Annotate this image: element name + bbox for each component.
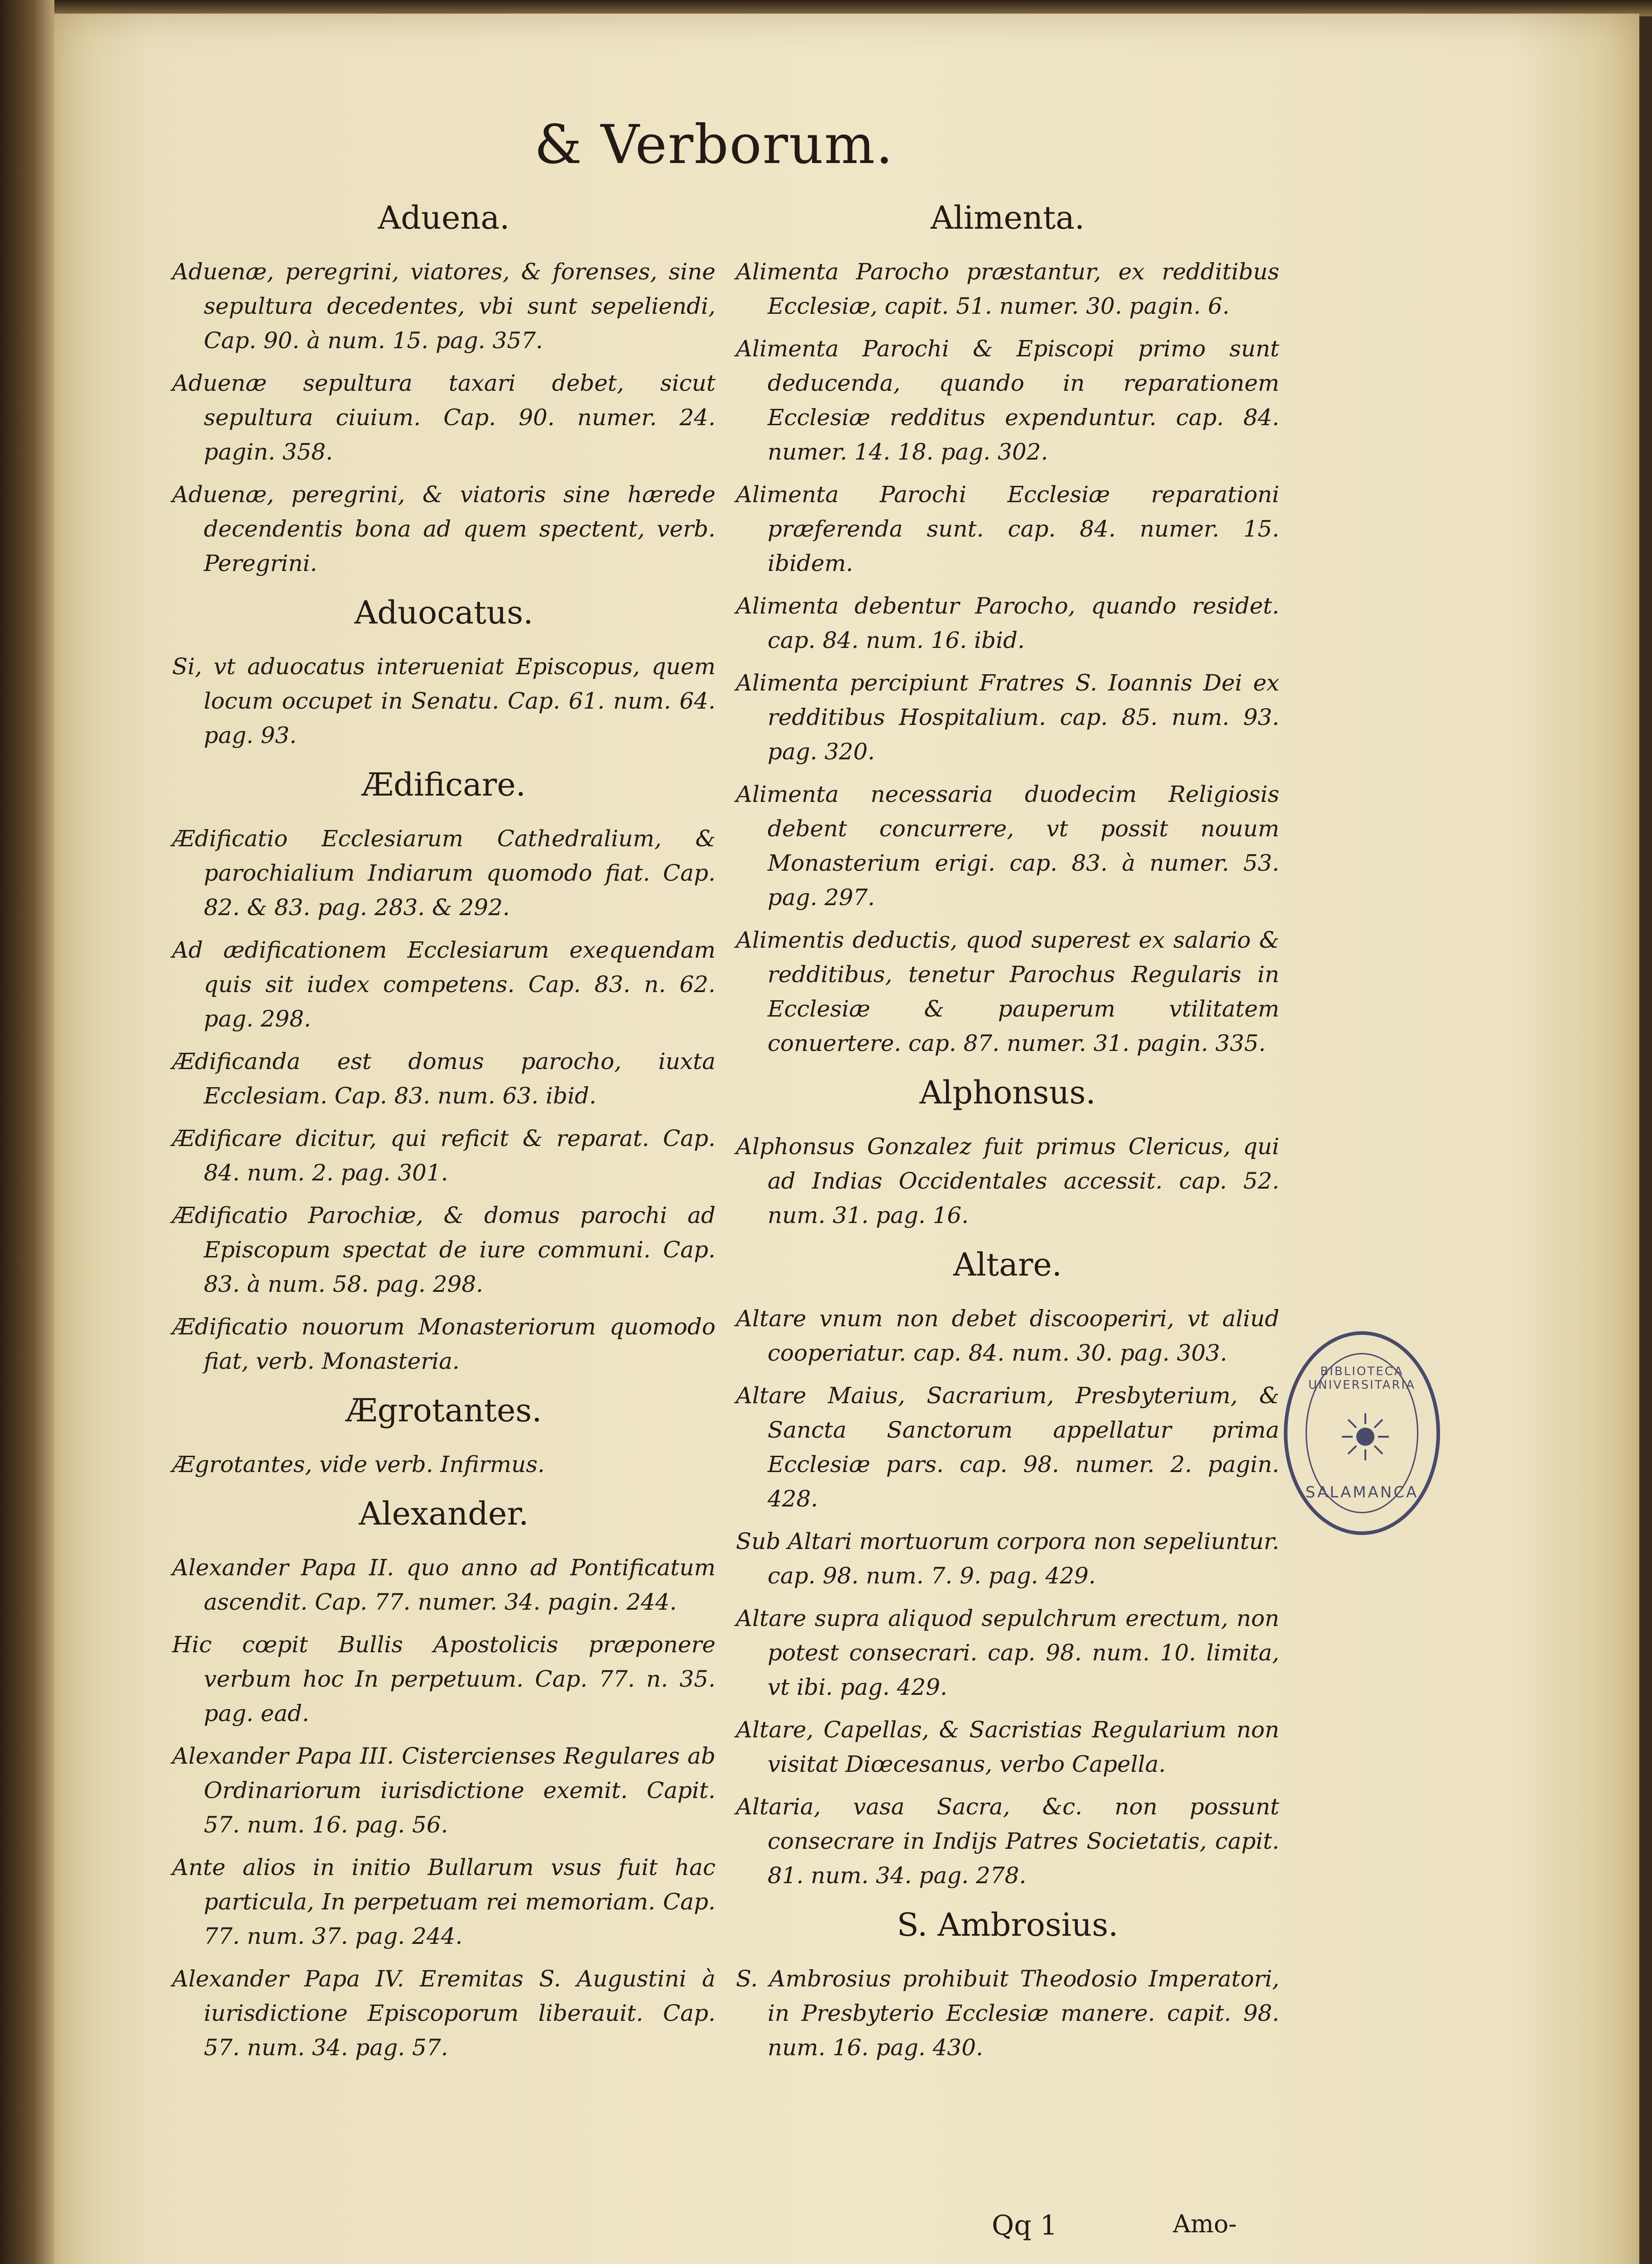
index-entry: Ædificatio Ecclesiarum Cathedralium, & parochialium Indiarum quomodo fiat. Cap. 82. & 83. pag. 283. & 292.	[172, 825, 716, 921]
section-heading: Aduena.	[378, 199, 510, 236]
left-page-edge	[0, 0, 59, 2264]
index-entry: Alexander Papa II. quo anno ad Pontificatum ascendit. Cap. 77. numer. 34. pagin. 244.	[172, 1554, 716, 1615]
page-title: & Verborum.	[534, 113, 894, 176]
index-entry: Ædificare dicitur, qui reficit & reparat. Cap. 84. num. 2. pag. 301.	[172, 1125, 716, 1186]
index-entry: Altare, Capellas, & Sacristias Regularium non visitat Diœcesanus, verbo Capella.	[736, 1717, 1279, 1777]
index-entry: Altare supra aliquod sepulchrum erectum, non potest consecrari. cap. 98. num. 10. limita, vt ibi. pag. 429.	[736, 1605, 1279, 1700]
index-entry: Sub Altari mortuorum corpora non sepeliuntur. cap. 98. num. 7. 9. pag. 429.	[736, 1528, 1279, 1589]
library-stamp	[1284, 1331, 1440, 1535]
index-entry: Ante alios in initio Bullarum vsus fuit hac particula, In perpetuam rei memoriam. Cap. 77. num. 37. pag. 244.	[172, 1854, 716, 1949]
index-entry: Si, vt aduocatus interueniat Episcopus, quem locum occupet in Senatu. Cap. 61. num. 64. pag. 93.	[172, 653, 716, 748]
sun-emblem-icon	[1287, 1335, 1444, 1539]
section-heading: Alimenta.	[930, 199, 1085, 236]
index-entry: Alexander Papa IV. Eremitas S. Augustini à iurisdictione Episcoporum liberauit. Cap. 57. num. 34. pag. 57.	[172, 1966, 716, 2061]
index-entry: S. Ambrosius prohibuit Theodosio Imperatori, in Presbyterio Ecclesiæ manere. capit. 98. num. 16. pag. 430.	[736, 1966, 1279, 2061]
catchword: Amo-	[1173, 2210, 1237, 2238]
index-entry: Aduenæ sepultura taxari debet, sicut sepultura ciuium. Cap. 90. numer. 24. pagin. 358.	[172, 370, 716, 465]
section-heading: Ædificare.	[361, 766, 526, 803]
section-heading: S. Ambrosius.	[897, 1906, 1119, 1943]
stamp-bottom-text: SALAMANCA	[1305, 1483, 1419, 1501]
index-entry: Ægrotantes, vide verb. Infirmus.	[172, 1451, 545, 1477]
index-entry: Aduenæ, peregrini, viatores, & forenses, sine sepultura decedentes, vbi sunt sepeliendi, Cap. 90. à num. 15. pag. 357.	[172, 259, 716, 354]
index-entry: Ædificatio nouorum Monasteriorum quomodo fiat, verb. Monasteria.	[172, 1314, 716, 1374]
section-heading: Ægrotantes.	[346, 1392, 542, 1429]
index-entry: Hic cœpit Bullis Apostolicis præponere verbum hoc In perpetuum. Cap. 77. n. 35. pag. ead.	[172, 1631, 716, 1727]
index-entry: Alimentis deductis, quod superest ex salario & redditibus, tenetur Parochus Regularis in Ecclesiæ & pauperum vtilitatem conuertere. cap. 87. numer. 31. pagin. 335.	[736, 927, 1279, 1056]
index-entry: Ædificatio Parochiæ, & domus parochi ad Episcopum spectat de iure communi. Cap. 83. à num. 58. pag. 298.	[172, 1202, 716, 1297]
index-entry: Alimenta Parocho præstantur, ex redditibus Ecclesiæ, capit. 51. numer. 30. pagin. 6.	[736, 259, 1279, 319]
section-heading: Aduocatus.	[354, 594, 533, 631]
index-entry: Altaria, vasa Sacra, &c. non possunt consecrare in Indijs Patres Societatis, capit. 81. num. 34. pag. 278.	[736, 1794, 1279, 1889]
stamp-top-text: BIBLIOTECA UNIVERSITARIA	[1308, 1365, 1416, 1392]
index-entry: Alimenta Parochi Ecclesiæ reparationi præferenda sunt. cap. 84. numer. 15. ibidem.	[736, 481, 1279, 576]
index-entry: Alimenta Parochi & Episcopi primo sunt deducenda, quando in reparationem Ecclesiæ redditus expenduntur. cap. 84. numer. 14. 18. pag. 302.	[736, 336, 1279, 465]
section-heading: Alexander.	[359, 1495, 529, 1532]
index-entry: Altare Maius, Sacrarium, Presbyterium, & Sancta Sanctorum appellatur prima Ecclesiæ pars. cap. 98. numer. 2. pagin. 428.	[736, 1382, 1279, 1512]
right-column	[736, 186, 1279, 2073]
index-entry: Ad ædificationem Ecclesiarum exequendam quis sit iudex competens. Cap. 83. n. 62. pag. 298.	[172, 937, 716, 1032]
signature-mark: Qq 1	[992, 2210, 1057, 2241]
section-heading: Altare.	[953, 1246, 1062, 1283]
index-entry: Alimenta debentur Parocho, quando residet. cap. 84. num. 16. ibid.	[736, 593, 1279, 653]
left-column	[172, 186, 716, 2073]
index-entry: Alexander Papa III. Cistercienses Regulares ab Ordinariorum iurisdictione exemit. Capit. 57. num. 16. pag. 56.	[172, 1743, 716, 1838]
index-entry: Alimenta percipiunt Fratres S. Ioannis Dei ex redditibus Hospitalium. cap. 85. num. 93. pag. 320.	[736, 670, 1279, 765]
index-entry: Aduenæ, peregrini, & viatoris sine hærede decendentis bona ad quem spectent, verb. Peregrini.	[172, 481, 716, 576]
index-entry: Alphonsus Gonzalez fuit primus Clericus, qui ad Indias Occidentales accessit. cap. 52. num. 31. pag. 16.	[736, 1133, 1279, 1228]
index-entry: Altare vnum non debet discooperiri, vt aliud cooperiatur. cap. 84. num. 30. pag. 303.	[736, 1305, 1279, 1366]
index-entry: Ædificanda est domus parocho, iuxta Ecclesiam. Cap. 83. num. 63. ibid.	[172, 1048, 716, 1109]
section-heading: Alphonsus.	[919, 1074, 1096, 1111]
index-entry: Alimenta necessaria duodecim Religiosis debent concurrere, vt possit nouum Monasterium erigi. cap. 83. à numer. 53. pag. 297.	[736, 781, 1279, 911]
